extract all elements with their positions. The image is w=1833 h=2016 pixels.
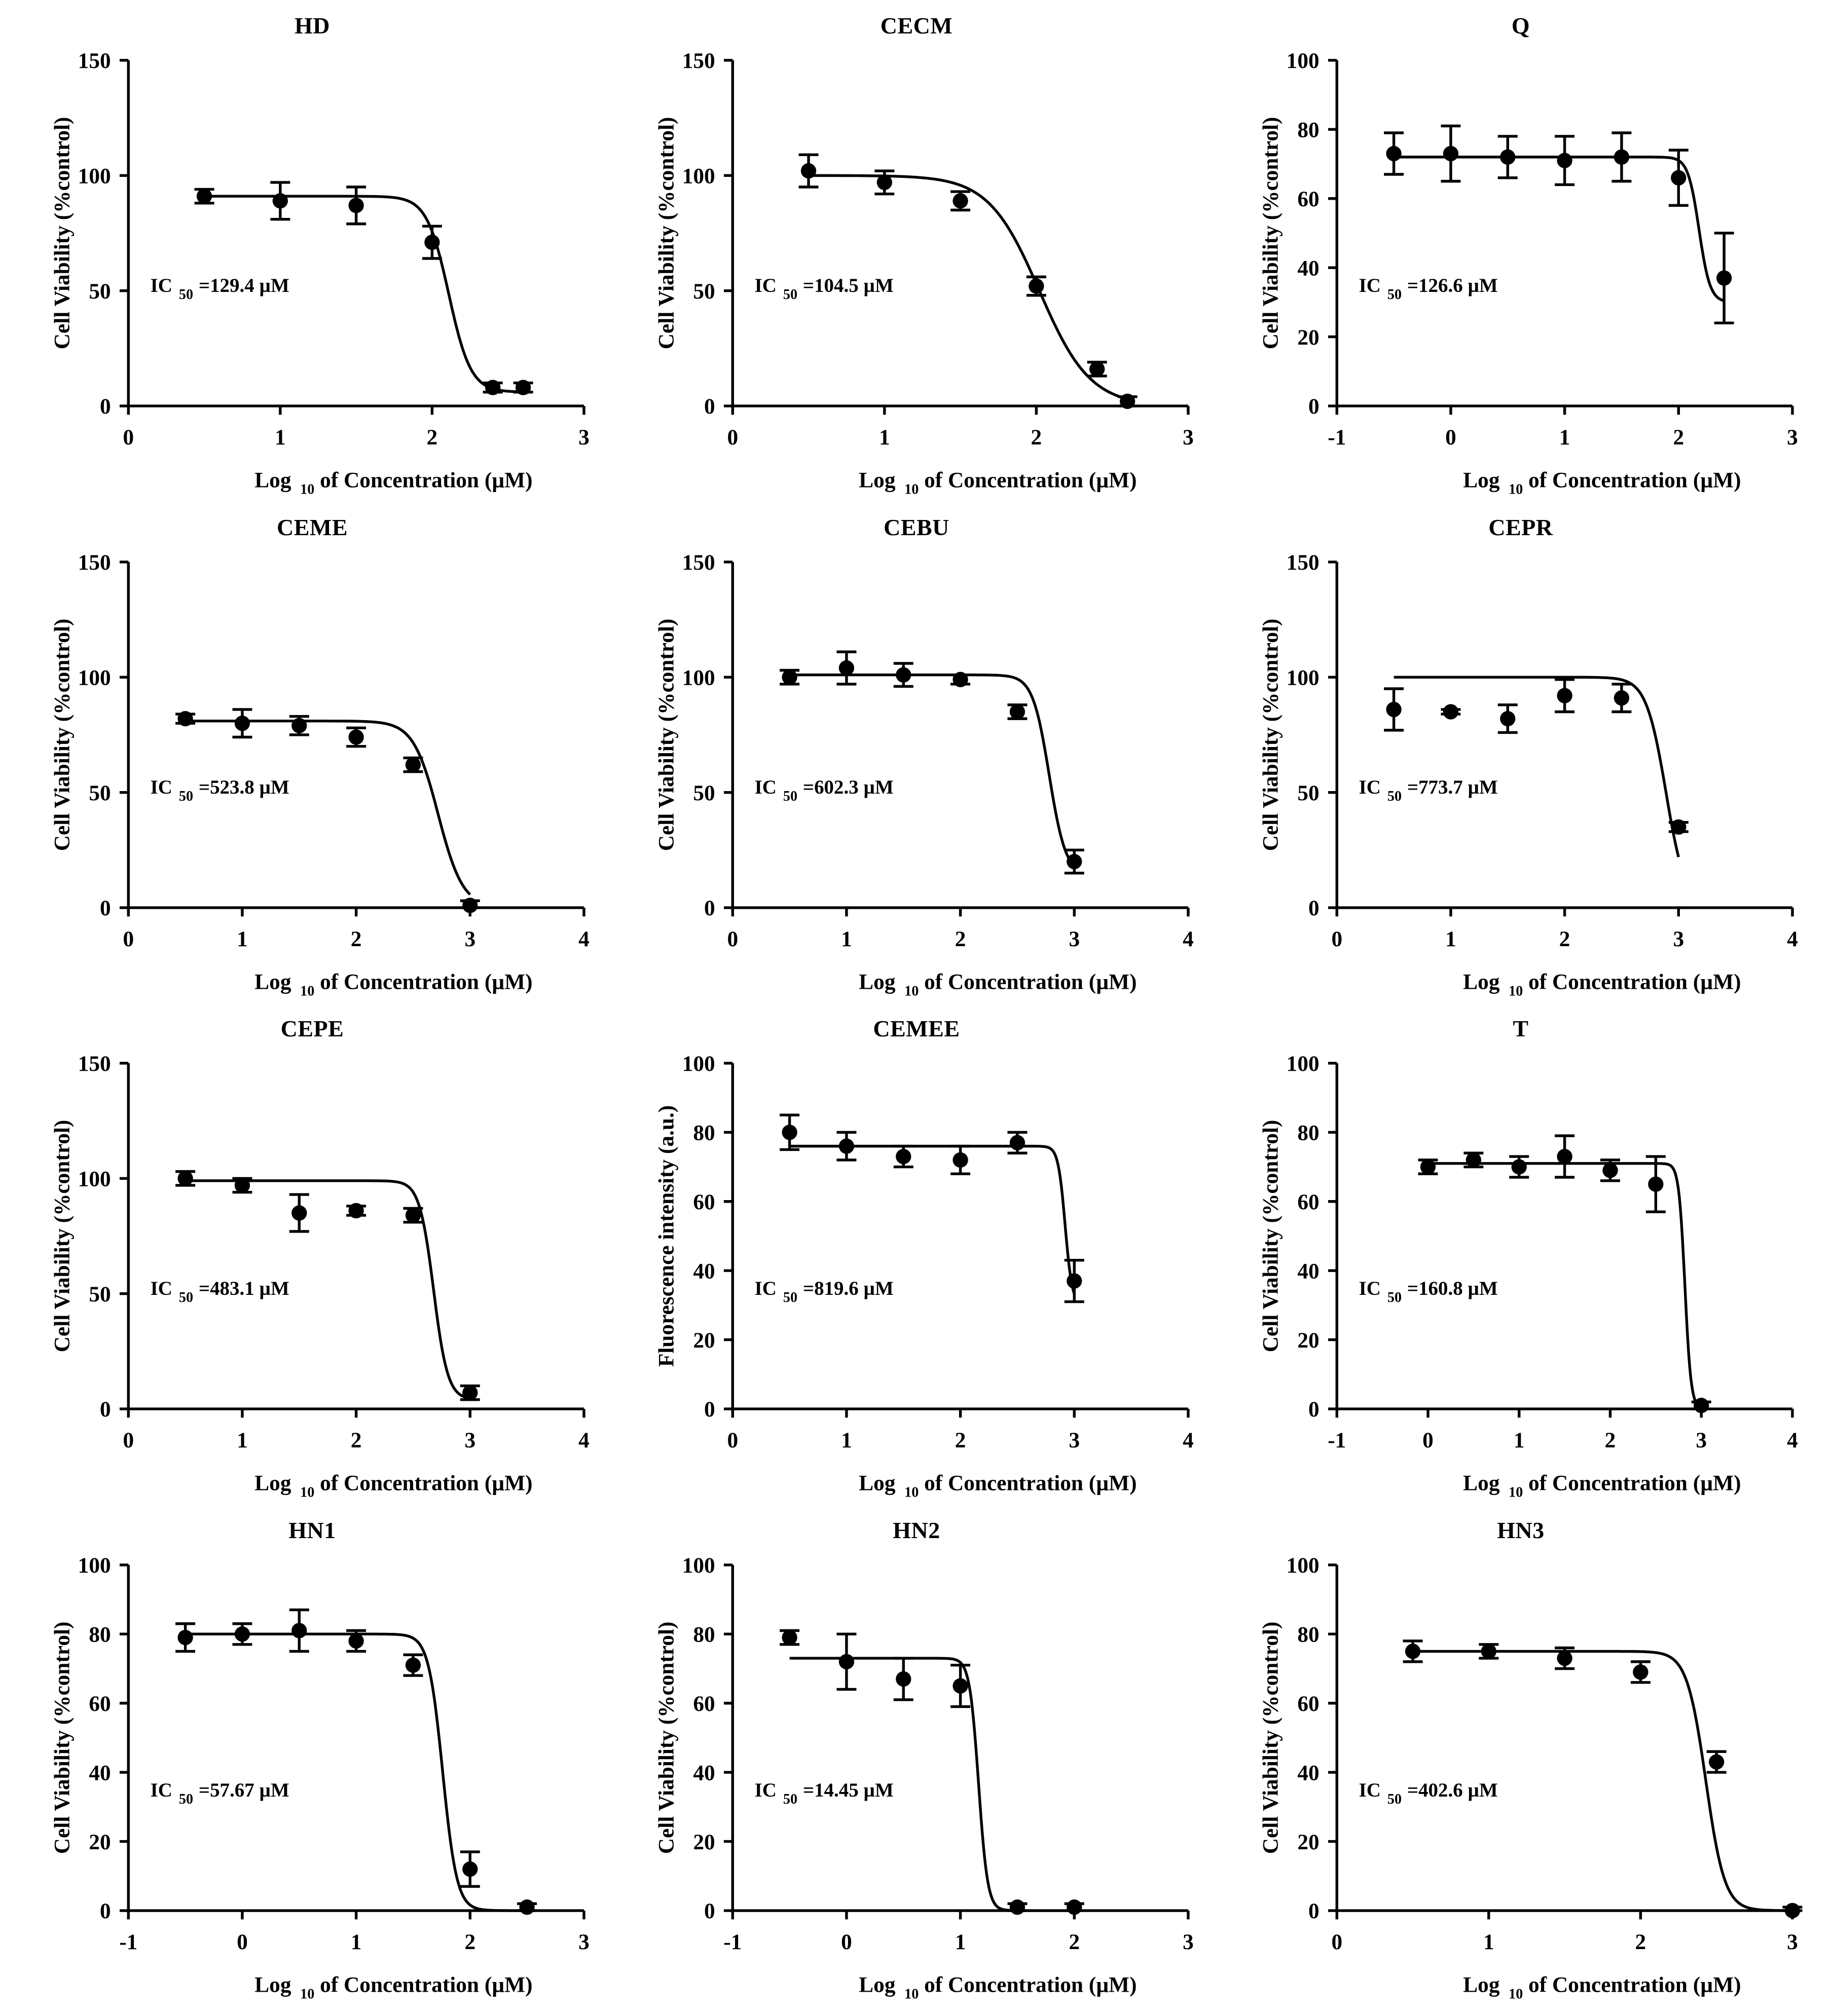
svg-text:20: 20 [1297, 325, 1319, 350]
panel-title: CEPR [1488, 514, 1553, 540]
svg-text:IC: IC [1359, 776, 1381, 798]
svg-text:40: 40 [1297, 256, 1319, 281]
svg-text:50: 50 [178, 788, 194, 804]
svg-text:2: 2 [1673, 425, 1684, 450]
svg-text:1: 1 [955, 1929, 966, 1954]
svg-text:0: 0 [704, 394, 715, 419]
svg-text:10: 10 [904, 1986, 919, 2002]
plot-area [614, 543, 1219, 1004]
svg-text:Cell Viability (%control): Cell Viability (%control) [1258, 1621, 1283, 1854]
svg-text:IC: IC [150, 274, 172, 296]
svg-text:Cell Viability (%control): Cell Viability (%control) [654, 1621, 679, 1854]
panel-title: HN2 [893, 1517, 940, 1543]
chart-panel-q [1219, 5, 1823, 507]
chart-panel-cemee [614, 1008, 1219, 1510]
svg-text:4: 4 [578, 926, 590, 951]
svg-text:0: 0 [1308, 394, 1319, 419]
svg-text:IC: IC [150, 1779, 172, 1801]
svg-text:0: 0 [704, 895, 715, 920]
svg-text:50: 50 [783, 1791, 798, 1807]
panel-title: CEME [277, 514, 348, 540]
svg-text:1: 1 [841, 926, 852, 951]
svg-text:IC: IC [1359, 1277, 1381, 1299]
svg-text:10: 10 [300, 1986, 315, 2002]
panel-title: HN1 [288, 1517, 336, 1543]
svg-text:10: 10 [1509, 1986, 1523, 2002]
svg-text:Log: Log [1463, 1972, 1500, 1997]
svg-text:100: 100 [78, 164, 111, 189]
svg-text:0: 0 [727, 926, 739, 951]
plot-area [1219, 1044, 1823, 1505]
svg-text:100: 100 [682, 665, 715, 690]
svg-text:2: 2 [955, 1428, 966, 1452]
svg-text:2: 2 [426, 425, 438, 450]
svg-text:of Concentration (µM): of Concentration (µM) [924, 1471, 1137, 1496]
svg-text:0: 0 [123, 926, 134, 951]
panel-title: CEBU [884, 514, 949, 540]
svg-text:Cell Viability (%control): Cell Viability (%control) [50, 618, 75, 851]
svg-text:of Concentration (µM): of Concentration (µM) [1528, 1972, 1741, 1997]
plot-area [614, 1546, 1219, 2007]
svg-text:Fluorescence intensity (a.u.): Fluorescence intensity (a.u.) [654, 1105, 679, 1367]
svg-text:40: 40 [1297, 1760, 1319, 1785]
chart-panel-hn2 [614, 1510, 1219, 2011]
svg-text:100: 100 [78, 1553, 111, 1578]
svg-text:50: 50 [783, 1289, 798, 1305]
svg-text:10: 10 [300, 983, 315, 999]
svg-text:0: 0 [123, 425, 134, 450]
svg-text:20: 20 [693, 1328, 715, 1353]
svg-text:3: 3 [464, 1428, 476, 1452]
svg-text:10: 10 [300, 481, 315, 498]
svg-text:=57.67 µM: =57.67 µM [198, 1779, 289, 1801]
chart-panel-ceme [10, 507, 614, 1009]
svg-text:=126.6 µM: =126.6 µM [1407, 274, 1498, 296]
svg-text:=402.6 µM: =402.6 µM [1407, 1779, 1498, 1801]
svg-text:150: 150 [78, 1052, 111, 1076]
plot-area [10, 1044, 614, 1505]
svg-text:3: 3 [1787, 1929, 1798, 1954]
svg-text:1: 1 [1445, 926, 1456, 951]
svg-text:60: 60 [693, 1691, 715, 1716]
svg-text:of Concentration (µM): of Concentration (µM) [320, 468, 533, 493]
svg-text:of Concentration (µM): of Concentration (µM) [924, 969, 1137, 994]
svg-text:100: 100 [682, 1553, 715, 1578]
panel-title: CEMEE [873, 1016, 960, 1041]
plot-area [1219, 1546, 1823, 2007]
svg-text:IC: IC [1359, 274, 1381, 296]
svg-text:IC: IC [754, 776, 777, 798]
svg-text:0: 0 [99, 1397, 111, 1422]
svg-text:2: 2 [464, 1929, 476, 1954]
svg-text:of Concentration (µM): of Concentration (µM) [320, 1972, 533, 1997]
svg-text:1: 1 [237, 1428, 248, 1452]
svg-text:80: 80 [89, 1622, 111, 1647]
chart-panel-cepr [1219, 507, 1823, 1009]
chart-panel-cepe [10, 1008, 614, 1510]
svg-text:4: 4 [1787, 926, 1798, 951]
svg-text:0: 0 [704, 1898, 715, 1923]
svg-text:0: 0 [727, 425, 739, 450]
svg-text:40: 40 [693, 1259, 715, 1284]
svg-text:3: 3 [1183, 1929, 1194, 1954]
chart-panel-hn3 [1219, 1510, 1823, 2011]
svg-text:100: 100 [682, 1052, 715, 1076]
svg-text:=602.3 µM: =602.3 µM [802, 776, 894, 798]
svg-text:Log: Log [254, 1972, 291, 1997]
svg-text:80: 80 [693, 1121, 715, 1145]
svg-text:10: 10 [1509, 1484, 1523, 1501]
svg-text:0: 0 [704, 1397, 715, 1422]
svg-text:of Concentration (µM): of Concentration (µM) [1528, 1471, 1741, 1496]
svg-text:4: 4 [578, 1428, 590, 1452]
svg-text:4: 4 [1183, 926, 1194, 951]
svg-text:50: 50 [1297, 780, 1319, 805]
svg-text:10: 10 [904, 481, 919, 498]
svg-text:10: 10 [1509, 983, 1523, 999]
svg-text:0: 0 [237, 1929, 248, 1954]
plot-area [614, 1044, 1219, 1505]
svg-text:150: 150 [682, 49, 715, 73]
plot-area [614, 41, 1219, 502]
svg-text:Cell Viability (%control): Cell Viability (%control) [50, 1621, 75, 1854]
svg-text:4: 4 [1183, 1428, 1194, 1452]
svg-text:Log: Log [1463, 468, 1500, 493]
svg-text:50: 50 [89, 279, 111, 304]
plot-area [10, 41, 614, 502]
svg-text:Log: Log [254, 1471, 291, 1496]
svg-text:1: 1 [237, 926, 248, 951]
svg-text:2: 2 [955, 926, 966, 951]
svg-text:IC: IC [754, 1277, 777, 1299]
chart-panel-t [1219, 1008, 1823, 1510]
svg-text:3: 3 [578, 425, 590, 450]
svg-text:Log: Log [859, 468, 896, 493]
svg-text:-1: -1 [1328, 425, 1346, 450]
svg-text:20: 20 [1297, 1830, 1319, 1854]
svg-text:0: 0 [1308, 1397, 1319, 1422]
chart-panel-hn1 [10, 1510, 614, 2011]
svg-text:0: 0 [1445, 425, 1456, 450]
chart-panel-cecm [614, 5, 1219, 507]
svg-text:20: 20 [1297, 1328, 1319, 1353]
svg-text:of Concentration (µM): of Concentration (µM) [1528, 969, 1741, 994]
svg-text:=483.1 µM: =483.1 µM [198, 1277, 289, 1299]
svg-text:of Concentration (µM): of Concentration (µM) [1528, 468, 1741, 493]
svg-text:IC: IC [150, 776, 172, 798]
svg-text:IC: IC [150, 1277, 172, 1299]
svg-text:3: 3 [1069, 926, 1080, 951]
svg-text:100: 100 [1286, 1052, 1319, 1076]
svg-text:40: 40 [89, 1760, 111, 1785]
svg-text:=773.7 µM: =773.7 µM [1407, 776, 1498, 798]
svg-text:0: 0 [1308, 895, 1319, 920]
svg-text:150: 150 [1286, 550, 1319, 575]
svg-text:=104.5 µM: =104.5 µM [802, 274, 894, 296]
svg-text:Cell Viability (%control): Cell Viability (%control) [1258, 117, 1283, 350]
svg-text:50: 50 [178, 1289, 194, 1305]
svg-text:10: 10 [904, 983, 919, 999]
svg-text:50: 50 [178, 1791, 194, 1807]
svg-text:80: 80 [1297, 1121, 1319, 1145]
svg-text:=523.8 µM: =523.8 µM [198, 776, 289, 798]
svg-text:=819.6 µM: =819.6 µM [802, 1277, 894, 1299]
svg-text:50: 50 [1387, 286, 1402, 303]
svg-text:of Concentration (µM): of Concentration (µM) [924, 1972, 1137, 1997]
svg-text:20: 20 [89, 1830, 111, 1854]
panel-title: Q [1511, 13, 1530, 39]
svg-text:60: 60 [1297, 1189, 1319, 1214]
svg-text:IC: IC [754, 1779, 777, 1801]
svg-text:50: 50 [89, 780, 111, 805]
svg-text:Log: Log [1463, 969, 1500, 994]
svg-text:40: 40 [1297, 1259, 1319, 1284]
svg-text:of Concentration (µM): of Concentration (µM) [320, 1471, 533, 1496]
svg-text:1: 1 [1483, 1929, 1494, 1954]
svg-text:-1: -1 [723, 1929, 742, 1954]
svg-text:50: 50 [783, 788, 798, 804]
svg-text:2: 2 [350, 926, 362, 951]
svg-text:3: 3 [464, 926, 476, 951]
plot-area [10, 543, 614, 1004]
svg-text:50: 50 [1387, 788, 1402, 804]
svg-text:Cell Viability (%control): Cell Viability (%control) [50, 117, 75, 350]
chart-panel-hd [10, 5, 614, 507]
svg-text:150: 150 [78, 49, 111, 73]
svg-text:1: 1 [350, 1929, 362, 1954]
svg-text:50: 50 [693, 780, 715, 805]
chart-panel-cebu [614, 507, 1219, 1009]
svg-text:Log: Log [254, 969, 291, 994]
panel-title: T [1513, 1016, 1529, 1041]
svg-text:3: 3 [1696, 1428, 1707, 1452]
panel-title: HN3 [1497, 1517, 1545, 1543]
svg-text:Log: Log [254, 468, 291, 493]
svg-text:of Concentration (µM): of Concentration (µM) [924, 468, 1137, 493]
svg-text:3: 3 [1787, 425, 1798, 450]
plot-area [10, 1546, 614, 2007]
svg-text:0: 0 [727, 1428, 739, 1452]
svg-text:3: 3 [1673, 926, 1684, 951]
svg-text:0: 0 [1331, 926, 1343, 951]
svg-text:50: 50 [1387, 1791, 1402, 1807]
svg-text:1: 1 [1559, 425, 1570, 450]
svg-text:=14.45 µM: =14.45 µM [802, 1779, 894, 1801]
svg-text:IC: IC [754, 274, 777, 296]
svg-text:2: 2 [1069, 1929, 1080, 1954]
svg-text:60: 60 [89, 1691, 111, 1716]
svg-text:50: 50 [89, 1282, 111, 1306]
svg-text:Log: Log [859, 1471, 896, 1496]
svg-text:80: 80 [1297, 1622, 1319, 1647]
svg-text:10: 10 [904, 1484, 919, 1501]
svg-text:10: 10 [300, 1484, 315, 1501]
svg-text:0: 0 [99, 1898, 111, 1923]
svg-text:1: 1 [879, 425, 890, 450]
svg-text:3: 3 [1069, 1428, 1080, 1452]
svg-text:-1: -1 [1328, 1428, 1346, 1452]
svg-text:100: 100 [78, 1167, 111, 1191]
svg-text:Log: Log [859, 969, 896, 994]
svg-text:100: 100 [682, 164, 715, 189]
svg-text:50: 50 [1387, 1289, 1402, 1305]
svg-text:Log: Log [1463, 1471, 1500, 1496]
plot-area [1219, 543, 1823, 1004]
svg-text:80: 80 [693, 1622, 715, 1647]
svg-text:40: 40 [693, 1760, 715, 1785]
svg-text:100: 100 [1286, 665, 1319, 690]
svg-text:Cell Viability (%control): Cell Viability (%control) [1258, 1119, 1283, 1353]
svg-text:0: 0 [1422, 1428, 1434, 1452]
svg-text:2: 2 [1604, 1428, 1616, 1452]
svg-text:50: 50 [693, 279, 715, 304]
svg-text:2: 2 [1635, 1929, 1646, 1954]
svg-text:1: 1 [275, 425, 286, 450]
panel-title: CEPE [280, 1016, 344, 1041]
svg-text:150: 150 [78, 550, 111, 575]
svg-text:1: 1 [841, 1428, 852, 1452]
plot-area [1219, 41, 1823, 502]
svg-text:=160.8 µM: =160.8 µM [1407, 1277, 1498, 1299]
svg-text:0: 0 [1331, 1929, 1343, 1954]
svg-text:0: 0 [99, 394, 111, 419]
panel-title: CECM [880, 13, 953, 39]
svg-text:of Concentration (µM): of Concentration (µM) [320, 969, 533, 994]
svg-text:Cell Viability (%control): Cell Viability (%control) [50, 1119, 75, 1353]
svg-text:Cell Viability (%control): Cell Viability (%control) [654, 117, 679, 350]
svg-text:-1: -1 [119, 1929, 138, 1954]
svg-text:1: 1 [1513, 1428, 1525, 1452]
svg-text:50: 50 [178, 286, 194, 303]
svg-text:2: 2 [1031, 425, 1042, 450]
svg-text:0: 0 [1308, 1898, 1319, 1923]
svg-text:=129.4 µM: =129.4 µM [198, 274, 289, 296]
panel-title: HD [295, 13, 330, 39]
svg-text:80: 80 [1297, 118, 1319, 142]
svg-text:10: 10 [1509, 481, 1523, 498]
svg-text:2: 2 [350, 1428, 362, 1452]
svg-text:4: 4 [1787, 1428, 1798, 1452]
svg-text:50: 50 [783, 286, 798, 303]
svg-text:0: 0 [99, 895, 111, 920]
svg-text:60: 60 [1297, 1691, 1319, 1716]
svg-text:60: 60 [1297, 186, 1319, 211]
svg-text:0: 0 [841, 1929, 852, 1954]
svg-text:0: 0 [123, 1428, 134, 1452]
svg-text:3: 3 [578, 1929, 590, 1954]
svg-text:3: 3 [1183, 425, 1194, 450]
svg-text:IC: IC [1359, 1779, 1381, 1801]
svg-text:100: 100 [78, 665, 111, 690]
svg-text:2: 2 [1559, 926, 1570, 951]
svg-text:20: 20 [693, 1830, 715, 1854]
svg-text:150: 150 [682, 550, 715, 575]
svg-text:100: 100 [1286, 1553, 1319, 1578]
svg-text:100: 100 [1286, 49, 1319, 73]
svg-text:Cell Viability (%control): Cell Viability (%control) [1258, 618, 1283, 851]
svg-text:Log: Log [859, 1972, 896, 1997]
svg-text:60: 60 [693, 1189, 715, 1214]
svg-text:Cell Viability (%control): Cell Viability (%control) [654, 618, 679, 851]
